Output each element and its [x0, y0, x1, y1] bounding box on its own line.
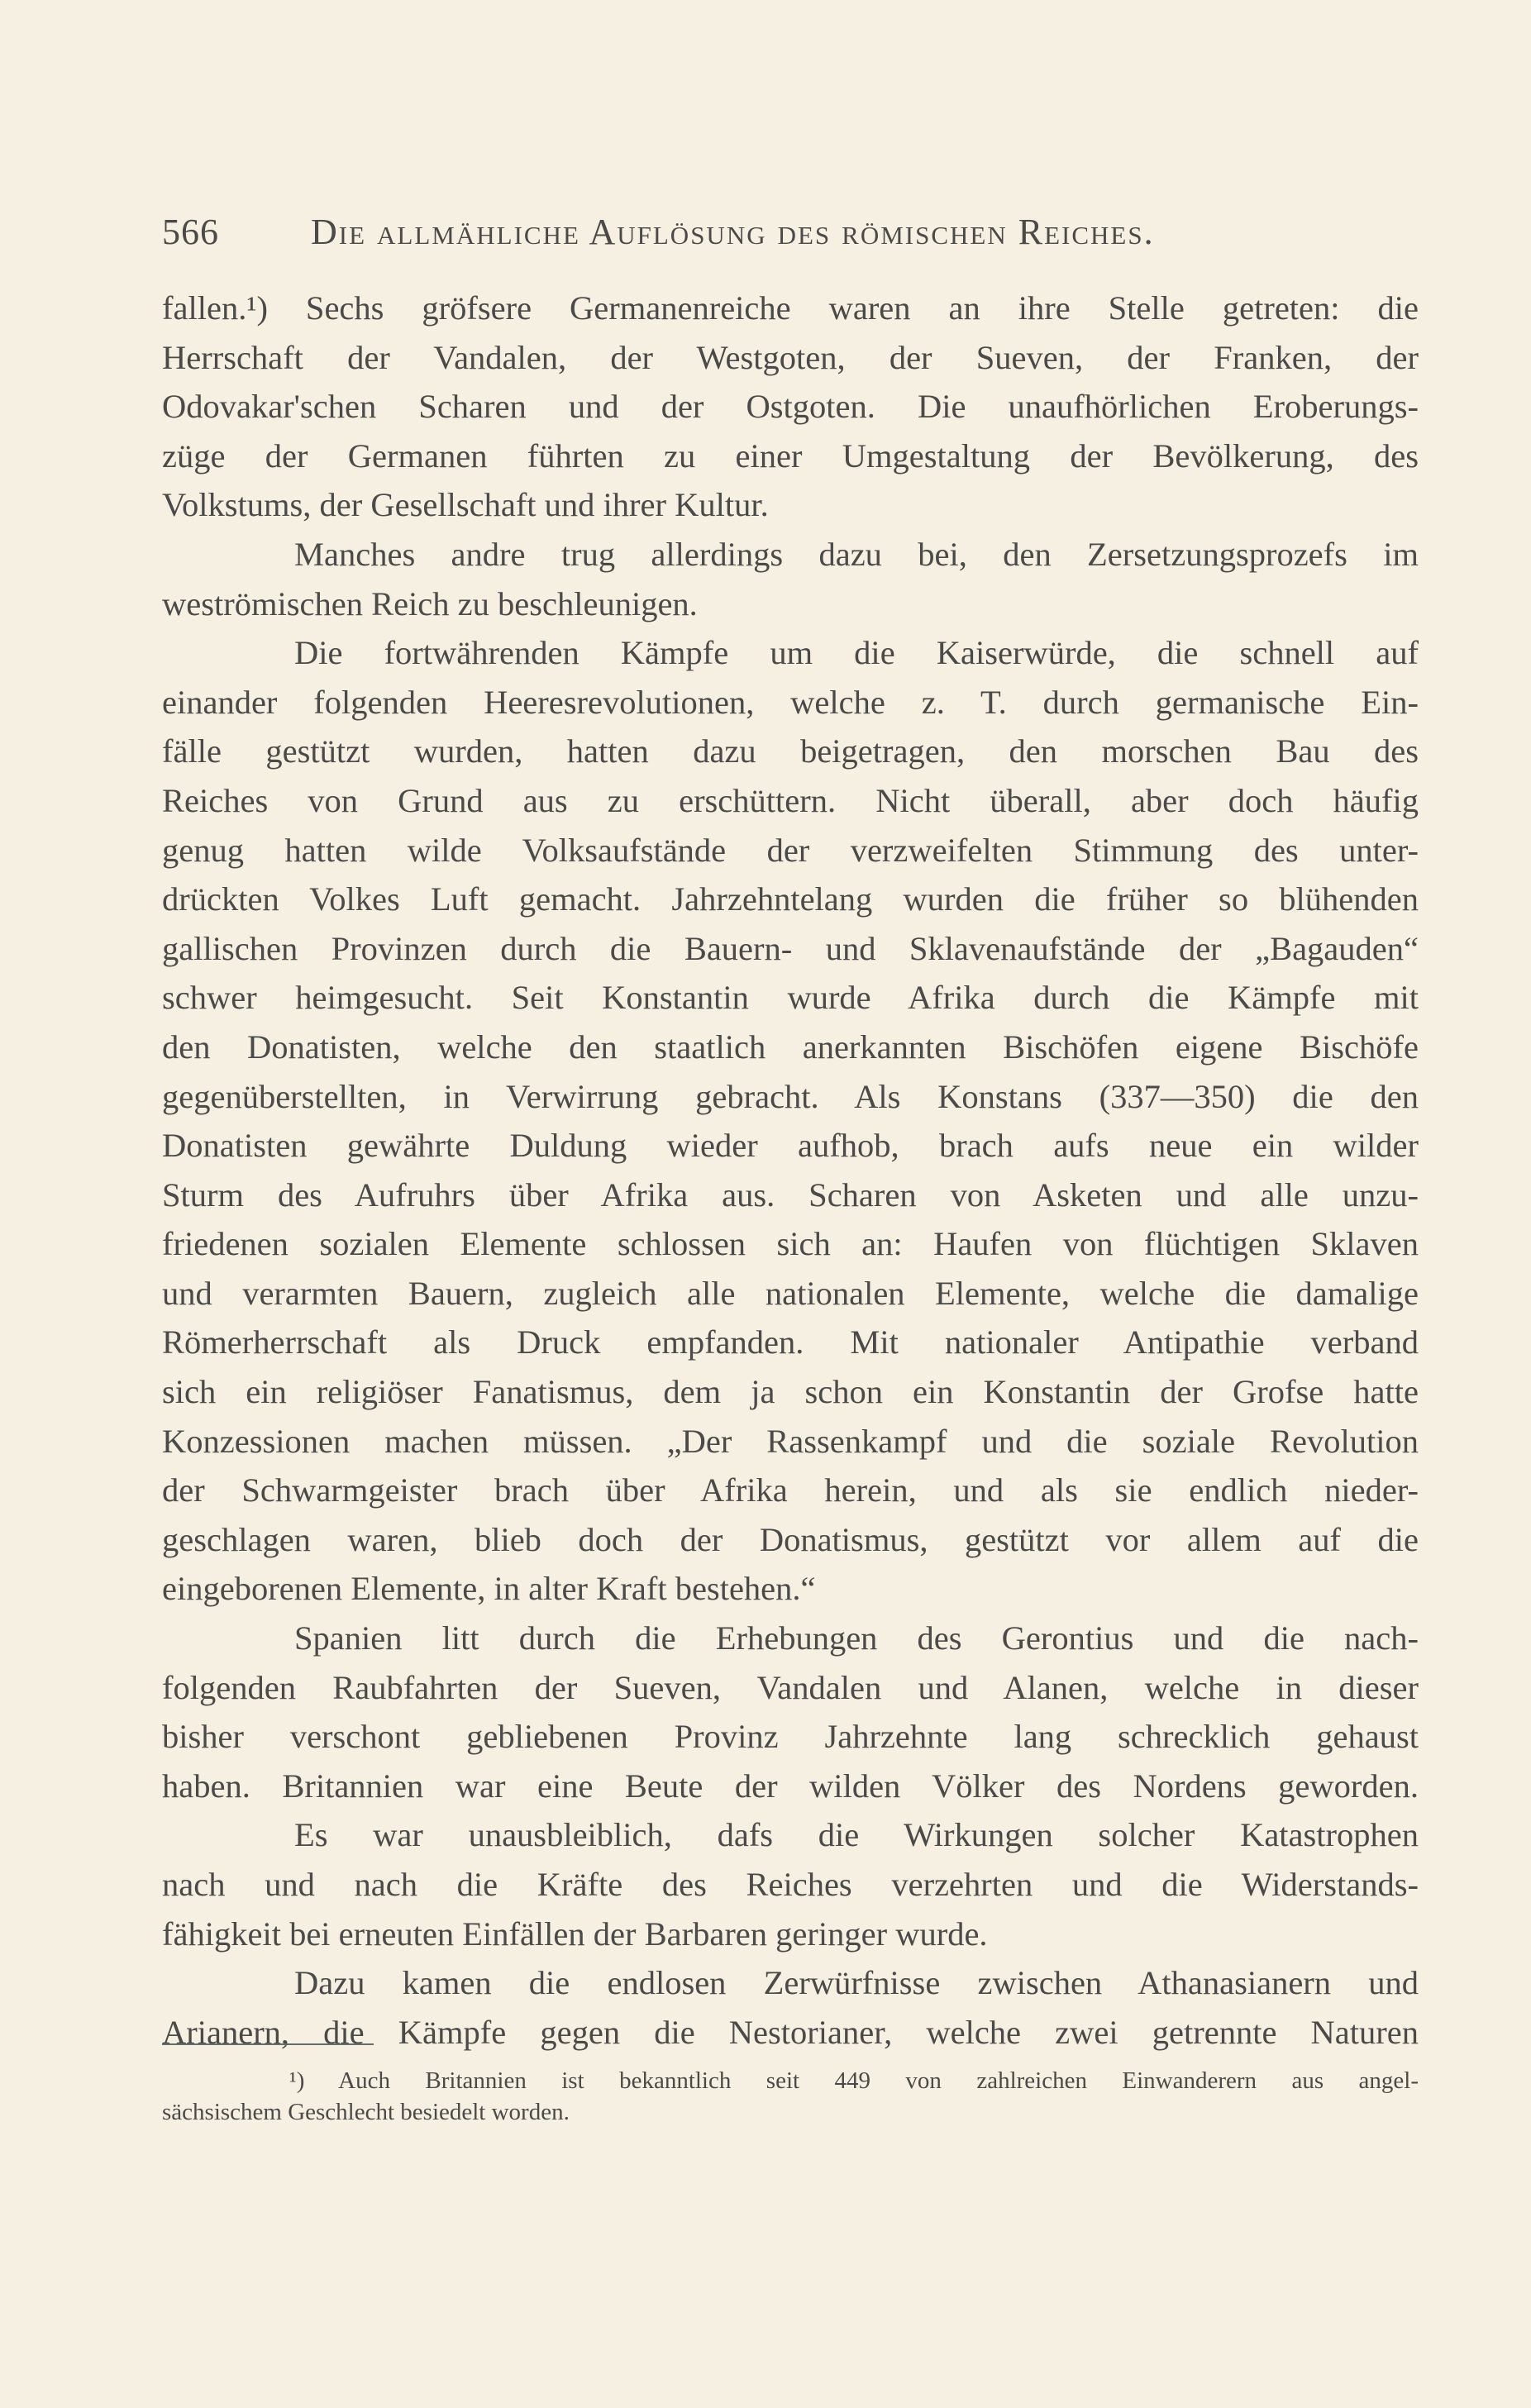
text-line: eingeborenen Elemente, in alter Kraft bestehen.“ [162, 1570, 816, 1608]
text-line: Reiches von Grund aus zu erschüttern. Nicht überall, aber doch häufig [162, 781, 1419, 819]
text-line: Dazu kamen die endlosen Zerwürfnisse zwischen Athanasianern und [294, 1964, 1419, 2002]
footnote-divider [162, 2043, 374, 2045]
body-text [162, 284, 1419, 2057]
text-line: Spanien litt durch die Erhebungen des Gerontius und die nach- [294, 1619, 1419, 1657]
page-number: 566 [162, 212, 219, 252]
text-line: der Schwarmgeister brach über Afrika herein, und als sie endlich nieder- [162, 1471, 1419, 1509]
text-line: Die fortwährenden Kämpfe um die Kaiserwürde, die schnell auf [294, 634, 1419, 672]
text-line: Es war unausbleiblich, dafs die Wirkungen solcher Katastrophen [294, 1816, 1419, 1854]
text-line: folgenden Raubfahrten der Sueven, Vandalen und Alanen, welche in dieser [162, 1668, 1419, 1706]
text-line: Donatisten gewährte Duldung wieder aufhob, brach aufs neue ein wilder [162, 1127, 1419, 1165]
text-line: weströmischen Reich zu beschleunigen. [162, 584, 698, 622]
text-line: drückten Volkes Luft gemacht. Jahrzehntelang wurden die früher so blühenden [162, 880, 1419, 918]
text-line: Manches andre trug allerdings dazu bei, den Zersetzungsprozefs im [294, 535, 1419, 573]
footnotes [162, 2065, 1419, 2128]
running-title: Die allmähliche Auflösung des römischen Reiches. [311, 212, 1155, 252]
text-line: sich ein religiöser Fanatismus, dem ja schon ein Konstantin der Grofse hatte [162, 1373, 1419, 1411]
text-line: geschlagen waren, blieb doch der Donatismus, gestützt vor allem auf die [162, 1520, 1419, 1558]
text-line: bisher verschont gebliebenen Provinz Jahrzehnte lang schrecklich gehaust [162, 1718, 1419, 1756]
footnote-line: ¹) Auch Britannien ist bekanntlich seit 449 von zahlreichen Einwanderern aus angel- [289, 2067, 1419, 2094]
text-line: Herrschaft der Vandalen, der Westgoten, der Sueven, der Franken, der [162, 338, 1419, 376]
text-line: haben. Britannien war eine Beute der wilden Völker des Nordens geworden. [162, 1767, 1419, 1805]
text-line: nach und nach die Kräfte des Reiches verzehrten und die Widerstands- [162, 1866, 1419, 1903]
text-line: Volkstums, der Gesellschaft und ihrer Kultur. [162, 486, 769, 524]
text-line: einander folgenden Heeresrevolutionen, welche z. T. durch germanische Ein- [162, 683, 1419, 721]
text-line: gegenüberstellten, in Verwirrung gebracht. Als Konstans (337—350) die den [162, 1077, 1419, 1115]
text-line: Römerherrschaft als Druck empfanden. Mit nationaler Antipathie verband [162, 1323, 1419, 1361]
text-line: fälle gestützt wurden, hatten dazu beigetragen, den morschen Bau des [162, 732, 1419, 770]
text-line: den Donatisten, welche den staatlich anerkannten Bischöfen eigene Bischöfe [162, 1028, 1419, 1066]
text-line: Konzessionen machen müssen. „Der Rassenkampf und die soziale Revolution [162, 1422, 1419, 1460]
text-line: züge der Germanen führten zu einer Umgestaltung der Bevölkerung, des [162, 436, 1419, 474]
text-line: und verarmten Bauern, zugleich alle nationalen Elemente, welche die damalige [162, 1274, 1419, 1312]
text-line: genug hatten wilde Volksaufstände der verzweifelten Stimmung des unter- [162, 831, 1419, 869]
text-line: fähigkeit bei erneuten Einfällen der Barbaren geringer wurde. [162, 1914, 988, 1953]
text-line: friedenen sozialen Elemente schlossen sich an: Haufen von flüchtigen Sklaven [162, 1225, 1419, 1263]
text-line: gallischen Provinzen durch die Bauern- und Sklavenaufstände der „Bagauden“ [162, 929, 1419, 967]
running-header [162, 203, 1286, 261]
text-line: Arianern, die Kämpfe gegen die Nestorianer, welche zwei getrennte Naturen [162, 2013, 1419, 2051]
text-line: Odovakar'schen Scharen und der Ostgoten. Die unaufhörlichen Eroberungs- [162, 388, 1419, 426]
text-line: Sturm des Aufruhrs über Afrika aus. Scharen von Asketen und alle unzu- [162, 1175, 1419, 1214]
text-line: fallen.¹) Sechs gröfsere Germanenreiche waren an ihre Stelle getreten: die [162, 289, 1419, 327]
footnote-line: sächsischem Geschlecht besiedelt worden. [162, 2099, 570, 2125]
text-line: schwer heimgesucht. Seit Konstantin wurde Afrika durch die Kämpfe mit [162, 979, 1419, 1017]
